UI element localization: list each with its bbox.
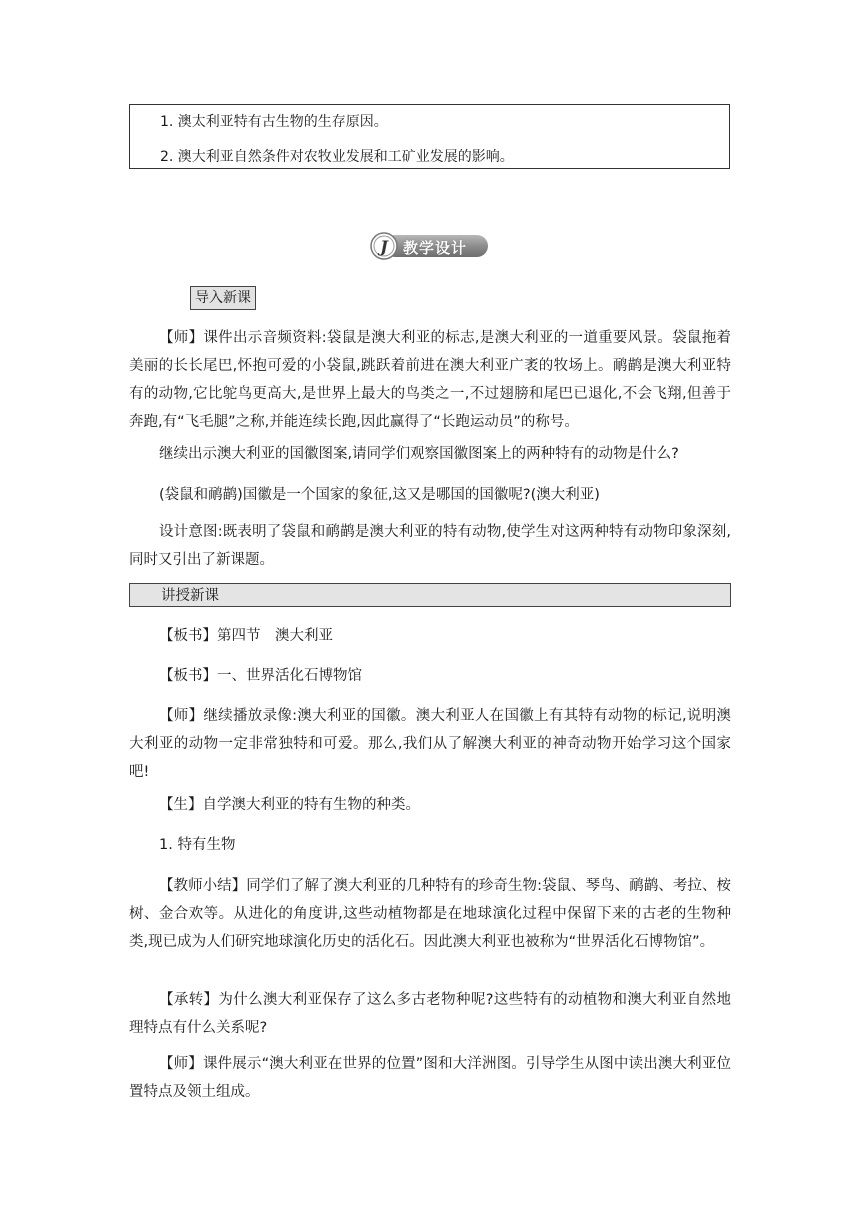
paragraph-teacher-map: 【师】课件展示“澳大利亚在世界的位置”图和大洋洲图。引导学生从图中读出澳大利亚位置特点及领土组成。 [129,1056,731,1100]
board-heading-museum: 【板书】一、世界活化石博物馆 [159,668,362,684]
objective-item-2: 2. 澳大利亚自然条件对农牧业发展和工矿业发展的影响。 [160,149,514,165]
lecture-section-bar [129,583,731,607]
objectives-box [129,104,730,169]
objective-item-1: 1. 澳太利亚特有古生物的生存原因。 [160,114,388,130]
lecture-section-label: 讲授新课 [161,588,219,604]
subheading-endemic-species: 1. 特有生物 [159,837,236,853]
badge-label: 教学设计 [403,239,468,257]
paragraph-teacher-video: 【师】继续播放录像:澳大利亚的国徽。澳大利亚人在国徽上有其特有动物的标记,说明澳大利亚的动物一定非常独特和可爱。那么,我们从了解澳大利亚的神奇动物开始学习这个国家吧! [129,708,731,780]
paragraph-design-intent: 设计意图:既表明了袋鼠和鸸鹋是澳大利亚的特有动物,使学生对这两种特有动物印象深刻,同时又引出了新课题。 [129,524,731,568]
intro-section-label: 导入新课 [190,286,256,310]
paragraph-transition: 【承转】为什么澳大利亚保存了这么多古老物种呢?这些特有的动植物和澳大利亚自然地理特点有什么关系呢? [129,992,731,1036]
paragraph-emblem-answer: (袋鼠和鸸鹋)国徽是一个国家的象征,这又是哪国的国徽呢?(澳大利亚) [159,487,600,503]
badge-letter-icon: J [380,237,388,256]
paragraph-teacher-summary: 【教师小结】同学们了解了澳大利亚的几种特有的珍奇生物:袋鼠、琴鸟、鸸鹋、考拉、桉树、金合欢等。从进化的角度讲,这些动植物都是在地球演化过程中保留下来的古老的生物种类,现已成为人们研究地球演化历史的活化石。因此澳大利亚也被称为“世界活化石博物馆”。 [129,878,731,950]
teaching-design-badge [370,232,491,260]
paragraph-emblem-question: 继续出示澳大利亚的国徽图案,请同学们观察国徽图案上的两种特有的动物是什么? [159,446,679,462]
paragraph-student-study: 【生】自学澳大利亚的特有生物的种类。 [159,797,420,813]
board-heading-section: 【板书】第四节 澳大利亚 [159,628,333,644]
paragraph-teacher-audio: 【师】课件出示音频资料:袋鼠是澳大利亚的标志,是澳大利亚的一道重要风景。袋鼠拖着美丽的长长尾巴,怀抱可爱的小袋鼠,跳跃着前进在澳大利亚广袤的牧场上。鸸鹋是澳大利亚特有的动物,它比鸵鸟更高大,是世界上最大的鸟类之一,不过翅膀和尾巴已退化,不会飞翔,但善于奔跑,有“飞毛腿”之称,并能连续长跑,因此赢得了“长跑运动员”的称号。 [129,330,731,430]
